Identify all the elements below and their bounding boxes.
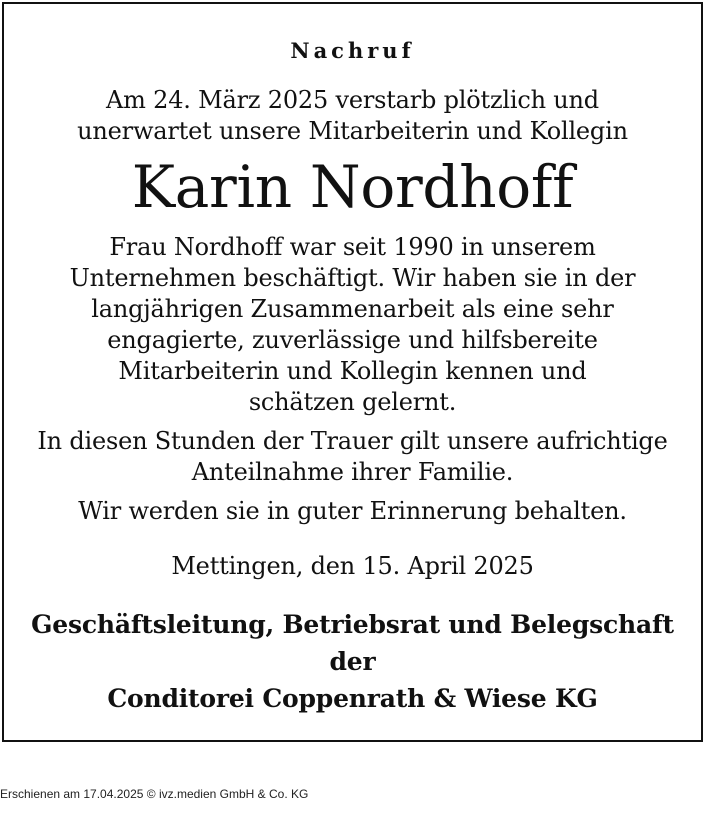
- signature-line-2: der: [329, 647, 376, 676]
- deceased-name: Karin Nordhoff: [131, 153, 574, 221]
- remembrance-line: Wir werden sie in guter Erinnerung behalten.: [78, 497, 627, 525]
- condolence-line-1: In diesen Stunden der Trauer gilt unsere aufrichtige: [37, 427, 668, 455]
- place-date: Mettingen, den 15. April 2025: [171, 552, 534, 580]
- tribute-line-4: engagierte, zuverlässige und hilfsbereite: [107, 326, 598, 354]
- tribute-line-1: Frau Nordhoff war seit 1990 in unserem: [109, 233, 596, 261]
- tribute-line-6: schätzen gelernt.: [248, 388, 457, 416]
- tribute-line-2: Unternehmen beschäftigt. Wir haben sie in der: [69, 264, 636, 292]
- signature-line-3: Conditorei Coppenrath & Wiese KG: [107, 684, 598, 713]
- condolence-line-2: Anteilnahme ihrer Familie.: [191, 458, 514, 486]
- intro-line-2: unerwartet unsere Mitarbeiterin und Kollegin: [77, 117, 628, 145]
- signature-line-1: Geschäftsleitung, Betriebsrat und Belegschaft: [31, 610, 674, 639]
- publication-credit: Erschienen am 17.04.2025 © ivz.medien GmbH & Co. KG: [0, 787, 309, 801]
- obituary-notice: [2, 2, 703, 742]
- notice-heading: Nachruf: [290, 38, 415, 63]
- tribute-line-5: Mitarbeiterin und Kollegin kennen und: [118, 357, 587, 385]
- tribute-line-3: langjährigen Zusammenarbeit als eine sehr: [91, 295, 614, 323]
- intro-line-1: Am 24. März 2025 verstarb plötzlich und: [106, 86, 599, 114]
